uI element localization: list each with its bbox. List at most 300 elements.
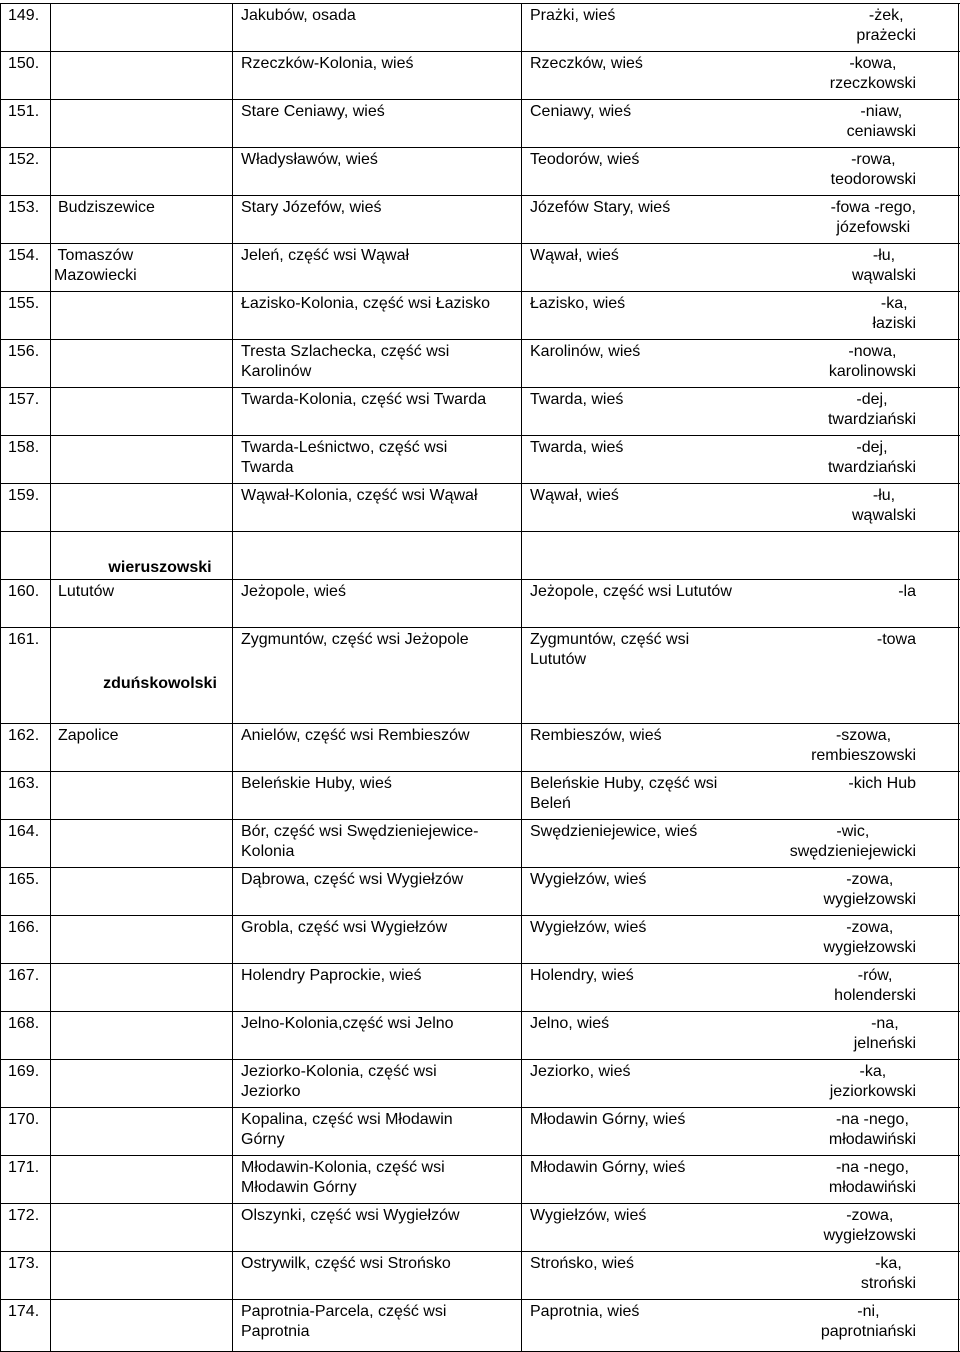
column-divider	[50, 52, 51, 100]
adjective-form-line: -dej,	[856, 439, 888, 456]
locality-name-line: Dąbrowa, część wsi Wygiełzów	[241, 871, 464, 888]
parent-locality	[530, 774, 717, 814]
table-row	[0, 627, 960, 724]
column-divider	[521, 1156, 522, 1204]
column-divider	[232, 532, 233, 580]
column-divider	[958, 1204, 959, 1252]
locality-name-line: Beleńskie Huby, wieś	[241, 775, 392, 792]
column-divider	[958, 1012, 959, 1060]
table-row	[0, 1203, 960, 1252]
row-number: 164.	[8, 823, 40, 840]
adjective-form	[829, 342, 916, 382]
column-divider	[50, 148, 51, 196]
adjective-form	[877, 630, 916, 650]
column-divider	[521, 1204, 522, 1252]
locality-name	[241, 246, 409, 266]
column-divider	[0, 436, 1, 484]
column-divider	[50, 196, 51, 244]
locality-name	[241, 822, 478, 862]
row-number: 152.	[8, 151, 40, 168]
locality-name-line: Twarda-Kolonia, część wsi Twarda	[241, 391, 487, 408]
locality-name-line: Górny	[241, 1131, 285, 1148]
locality-name-line: Grobla, część wsi Wygiełzów	[241, 919, 448, 936]
column-divider	[232, 1300, 233, 1352]
parent-locality	[530, 726, 662, 746]
column-divider	[0, 292, 1, 340]
column-divider	[958, 1300, 959, 1352]
parent-locality-line: Jelno, wieś	[530, 1015, 610, 1032]
adjective-form-line: wygiełzowski	[823, 939, 916, 956]
adjective-form	[829, 1158, 916, 1198]
column-divider	[521, 340, 522, 388]
column-divider	[50, 1300, 51, 1352]
adjective-form-line: -zowa,	[846, 919, 894, 936]
table-row	[0, 1299, 960, 1352]
parent-locality	[530, 438, 623, 458]
column-divider	[521, 628, 522, 724]
table-row	[0, 915, 960, 964]
adjective-form	[898, 582, 916, 602]
column-divider	[0, 772, 1, 820]
adjective-form-line: józefowski	[836, 219, 911, 236]
adjective-form-line: karolinowski	[828, 363, 916, 380]
locality-name-line: Tresta Szlachecka, część wsi	[241, 343, 450, 360]
column-divider	[958, 148, 959, 196]
locality-name-line: Bór, część wsi Swędzieniejewice-	[241, 823, 479, 840]
row-number: 161.	[8, 631, 40, 648]
table-row	[0, 339, 960, 388]
adjective-form-line: wąwalski	[851, 267, 916, 284]
parent-locality	[530, 246, 619, 266]
adjective-form-line: -ka,	[859, 1063, 887, 1080]
column-divider	[232, 868, 233, 916]
adjective-form-line: młodawiński	[828, 1131, 916, 1148]
locality-name	[241, 1110, 453, 1150]
column-divider	[958, 100, 959, 148]
column-divider	[0, 820, 1, 868]
adjective-form	[821, 1302, 916, 1342]
table-row	[0, 963, 960, 1012]
parent-locality	[530, 1254, 634, 1274]
column-divider	[0, 868, 1, 916]
adjective-form-line: rzeczkowski	[829, 75, 916, 92]
adjective-form-line: -rów,	[857, 967, 893, 984]
table-row	[0, 1011, 960, 1060]
column-divider	[232, 292, 233, 340]
gmina-name: Budziszewice	[58, 199, 155, 216]
locality-name	[241, 294, 490, 314]
table-row	[0, 195, 960, 244]
locality-name-line: Olszynki, część wsi Wygiełzów	[241, 1207, 460, 1224]
parent-locality-line: Józefów Stary, wieś	[530, 199, 671, 216]
parent-locality	[530, 1206, 646, 1226]
column-divider	[521, 580, 522, 628]
column-divider	[50, 1252, 51, 1300]
column-divider	[232, 820, 233, 868]
adjective-form-line: -nowa,	[848, 343, 897, 360]
column-divider	[232, 1060, 233, 1108]
adjective-form-line: rembieszowski	[811, 747, 916, 764]
column-divider	[232, 100, 233, 148]
table-row	[0, 723, 960, 772]
parent-locality-line: Wąwał, wieś	[530, 247, 619, 264]
column-divider	[521, 196, 522, 244]
column-divider	[521, 532, 522, 580]
locality-name	[241, 1254, 451, 1274]
row-number: 159.	[8, 487, 40, 504]
column-divider	[232, 52, 233, 100]
column-divider	[232, 196, 233, 244]
column-divider	[232, 964, 233, 1012]
row-number: 172.	[8, 1207, 40, 1224]
column-divider	[958, 52, 959, 100]
column-divider	[50, 820, 51, 868]
adjective-form-line: łaziski	[872, 315, 916, 332]
column-divider	[521, 820, 522, 868]
column-divider	[521, 244, 522, 292]
column-divider	[0, 1300, 1, 1352]
column-divider	[521, 148, 522, 196]
column-divider	[50, 580, 51, 628]
adjective-form-line: -na -nego,	[835, 1159, 909, 1176]
adjective-form	[861, 1254, 916, 1294]
column-divider	[521, 1012, 522, 1060]
locality-name-line: Stare Ceniawy, wieś	[241, 103, 385, 120]
locality-name	[241, 342, 449, 382]
locality-name	[241, 486, 478, 506]
parent-locality	[530, 630, 689, 670]
locality-name-line: Paprotnia-Parcela, część wsi	[241, 1303, 447, 1320]
column-divider	[521, 1300, 522, 1352]
locality-name	[241, 726, 470, 746]
locality-name-line: Rzeczków-Kolonia, wieś	[241, 55, 414, 72]
column-divider	[958, 340, 959, 388]
row-number: 162.	[8, 727, 40, 744]
row-number: 171.	[8, 1159, 40, 1176]
adjective-form-line: -łu,	[872, 247, 896, 264]
column-divider	[232, 148, 233, 196]
column-divider	[958, 868, 959, 916]
adjective-form-line: -szowa,	[835, 727, 892, 744]
column-divider	[958, 244, 959, 292]
column-divider	[521, 292, 522, 340]
column-divider	[232, 484, 233, 532]
parent-locality	[530, 102, 631, 122]
parent-locality-line: Młodawin Górny, wieś	[530, 1159, 686, 1176]
column-divider	[958, 580, 959, 628]
table-row	[0, 291, 960, 340]
row-number: 156.	[8, 343, 40, 360]
locality-name-line: Jeżopole, wieś	[241, 583, 346, 600]
adjective-form	[828, 438, 916, 478]
adjective-form	[790, 822, 916, 862]
parent-locality-line: Ceniawy, wieś	[530, 103, 632, 120]
locality-name-line: Karolinów	[241, 363, 312, 380]
column-divider	[232, 1012, 233, 1060]
parent-locality	[530, 6, 615, 26]
column-divider	[0, 1204, 1, 1252]
column-divider	[0, 1252, 1, 1300]
adjective-form-line: -zowa,	[846, 871, 894, 888]
row-number: 165.	[8, 871, 40, 888]
column-divider	[232, 388, 233, 436]
column-divider	[232, 628, 233, 724]
row-number: 174.	[8, 1303, 40, 1320]
column-divider	[521, 484, 522, 532]
table-row	[0, 243, 960, 292]
adjective-form-line: jelneński	[853, 1035, 916, 1052]
row-number: 170.	[8, 1111, 40, 1128]
column-divider	[50, 1156, 51, 1204]
adjective-form	[824, 870, 916, 910]
adjective-form	[854, 1014, 916, 1054]
column-divider	[232, 772, 233, 820]
table-row	[0, 771, 960, 820]
locality-name	[241, 1062, 437, 1102]
row-number: 151.	[8, 103, 40, 120]
column-divider	[232, 244, 233, 292]
locality-name	[241, 150, 378, 170]
table-row	[0, 387, 960, 436]
adjective-form-line: -łu,	[872, 487, 896, 504]
column-divider	[232, 436, 233, 484]
table-row	[0, 819, 960, 868]
column-divider	[0, 1060, 1, 1108]
column-divider	[232, 1204, 233, 1252]
parent-locality-line: Strońsko, wieś	[530, 1255, 635, 1272]
parent-locality-line: Teodorów, wieś	[530, 151, 640, 168]
table-row	[0, 147, 960, 196]
column-divider	[0, 196, 1, 244]
column-divider	[0, 340, 1, 388]
column-divider	[50, 1108, 51, 1156]
column-divider	[232, 580, 233, 628]
parent-locality-line: Wygiełzów, wieś	[530, 871, 647, 888]
parent-locality-line: Jeziorko, wieś	[530, 1063, 631, 1080]
gmina-name: Zapolice	[58, 727, 119, 744]
column-divider	[521, 100, 522, 148]
adjective-form-line: -kich Hub	[848, 775, 916, 792]
adjective-form-line: młodawiński	[828, 1179, 916, 1196]
adjective-form	[829, 1110, 916, 1150]
adjective-form	[828, 390, 916, 430]
adjective-form-line: jeziorkowski	[829, 1083, 916, 1100]
column-divider	[232, 916, 233, 964]
column-divider	[521, 52, 522, 100]
locality-name	[241, 390, 486, 410]
column-divider	[50, 436, 51, 484]
locality-name	[241, 630, 469, 650]
parent-locality-line: Twarda, wieś	[530, 391, 624, 408]
column-divider	[50, 388, 51, 436]
column-divider	[0, 100, 1, 148]
parent-locality-line: Rembieszów, wieś	[530, 727, 662, 744]
parent-locality	[530, 1302, 639, 1322]
locality-name	[241, 966, 422, 986]
column-divider	[958, 436, 959, 484]
adjective-form	[831, 198, 916, 238]
column-divider	[232, 1252, 233, 1300]
parent-locality	[530, 1014, 609, 1034]
column-divider	[958, 292, 959, 340]
table-row	[0, 1107, 960, 1156]
locality-name-line: Twarda-Leśnictwo, część wsi	[241, 439, 448, 456]
adjective-form-line: -rowa,	[851, 151, 896, 168]
adjective-form-line: wygiełzowski	[823, 1227, 916, 1244]
row-number: 173.	[8, 1255, 40, 1272]
column-divider	[0, 916, 1, 964]
powiat-name: wieruszowski	[108, 559, 212, 576]
table-row	[0, 435, 960, 484]
column-divider	[50, 100, 51, 148]
parent-locality	[530, 1062, 630, 1082]
parent-locality-line: Prażki, wieś	[530, 7, 616, 24]
table-row	[0, 1155, 960, 1204]
locality-name	[241, 1206, 460, 1226]
column-divider	[232, 1108, 233, 1156]
row-number: 168.	[8, 1015, 40, 1032]
row-number: 153.	[8, 199, 40, 216]
column-divider	[521, 436, 522, 484]
locality-name-line: Jeleń, część wsi Wąwał	[241, 247, 410, 264]
parent-locality-line: Karolinów, wieś	[530, 343, 641, 360]
row-number: 157.	[8, 391, 40, 408]
column-divider	[232, 4, 233, 52]
locality-name-line: Zygmuntów, część wsi Jeżopole	[241, 631, 469, 648]
table-row	[0, 867, 960, 916]
column-divider	[958, 1108, 959, 1156]
column-divider	[521, 4, 522, 52]
parent-locality-line: Wygiełzów, wieś	[530, 1207, 647, 1224]
column-divider	[521, 772, 522, 820]
table-row	[0, 3, 960, 52]
adjective-form-line: swędzieniejewicki	[789, 843, 916, 860]
adjective-form-line: -la	[898, 583, 916, 600]
parent-locality-line: Holendry, wieś	[530, 967, 634, 984]
locality-name-line: Wąwał-Kolonia, część wsi Wąwał	[241, 487, 478, 504]
column-divider	[50, 1204, 51, 1252]
locality-name	[241, 102, 385, 122]
locality-name-line: Łazisko-Kolonia, część wsi Łazisko	[241, 295, 490, 312]
parent-locality-line: Beleńskie Huby, część wsi	[530, 775, 718, 792]
parent-locality	[530, 1110, 685, 1130]
column-divider	[232, 1156, 233, 1204]
adjective-form	[834, 966, 916, 1006]
parent-locality-line: Beleń	[530, 795, 571, 812]
table-row	[0, 1059, 960, 1108]
column-divider	[0, 484, 1, 532]
column-divider	[50, 964, 51, 1012]
table-row	[0, 1251, 960, 1300]
adjective-form	[856, 6, 916, 46]
column-divider	[50, 1060, 51, 1108]
row-number: 158.	[8, 439, 40, 456]
column-divider	[50, 532, 51, 580]
parent-locality-line: Rzeczków, wieś	[530, 55, 643, 72]
column-divider	[0, 628, 1, 724]
parent-locality-line: Twarda, wieś	[530, 439, 624, 456]
column-divider	[232, 724, 233, 772]
column-divider	[232, 340, 233, 388]
column-divider	[0, 1156, 1, 1204]
locality-name	[241, 1158, 445, 1198]
locality-name-line: Młodawin-Kolonia, część wsi	[241, 1159, 445, 1176]
column-divider	[50, 4, 51, 52]
gmina-name: Tomaszów Mazowiecki	[54, 247, 137, 284]
adjective-form	[830, 1062, 916, 1102]
row-number: 155.	[8, 295, 40, 312]
parent-locality	[530, 486, 619, 506]
column-divider	[0, 148, 1, 196]
column-divider	[958, 1252, 959, 1300]
column-divider	[521, 1060, 522, 1108]
adjective-form	[852, 486, 916, 526]
row-number: 166.	[8, 919, 40, 936]
powiat-name: zduńskowolski	[103, 675, 217, 692]
parent-locality	[530, 822, 697, 842]
column-divider	[958, 916, 959, 964]
column-divider	[0, 580, 1, 628]
column-divider	[50, 628, 51, 724]
locality-name-line: Władysławów, wieś	[241, 151, 378, 168]
adjective-form-line: -wic,	[836, 823, 870, 840]
parent-locality	[530, 294, 625, 314]
row-number: 163.	[8, 775, 40, 792]
row-number: 167.	[8, 967, 40, 984]
parent-locality-line: Swędzieniejewice, wieś	[530, 823, 698, 840]
adjective-form-line: wygiełzowski	[823, 891, 916, 908]
parent-locality-line: Paprotnia, wieś	[530, 1303, 640, 1320]
column-divider	[958, 724, 959, 772]
column-divider	[958, 628, 959, 724]
adjective-form-line: -żek,	[868, 7, 904, 24]
adjective-form-line: twardziański	[827, 411, 916, 428]
parent-locality-line: Jeżopole, część wsi Lututów	[530, 583, 732, 600]
column-divider	[50, 724, 51, 772]
adjective-form	[824, 918, 916, 958]
parent-locality-line: Łazisko, wieś	[530, 295, 626, 312]
column-divider	[0, 52, 1, 100]
locality-name-line: Jeziorko	[241, 1083, 301, 1100]
table-row	[0, 99, 960, 148]
locality-name-line: Paprotnia	[241, 1323, 310, 1340]
column-divider	[958, 484, 959, 532]
table-row	[0, 579, 960, 628]
column-divider	[50, 340, 51, 388]
column-divider	[0, 724, 1, 772]
column-divider	[0, 4, 1, 52]
parent-locality	[530, 54, 643, 74]
column-divider	[0, 532, 1, 580]
column-divider	[958, 1156, 959, 1204]
locality-name-line: Stary Józefów, wieś	[241, 199, 382, 216]
adjective-form-line: twardziański	[827, 459, 916, 476]
locality-name	[241, 6, 356, 26]
parent-locality	[530, 1158, 685, 1178]
adjective-form	[811, 726, 916, 766]
adjective-form-line: -kowa,	[849, 55, 897, 72]
parent-locality	[530, 150, 639, 170]
adjective-form	[848, 774, 916, 794]
column-divider	[0, 1012, 1, 1060]
column-divider	[0, 1108, 1, 1156]
column-divider	[521, 868, 522, 916]
adjective-form-line: wąwalski	[851, 507, 916, 524]
locality-name	[241, 1014, 454, 1034]
row-number: 150.	[8, 55, 40, 72]
column-divider	[958, 4, 959, 52]
locality-name-line: Jeziorko-Kolonia, część wsi	[241, 1063, 437, 1080]
